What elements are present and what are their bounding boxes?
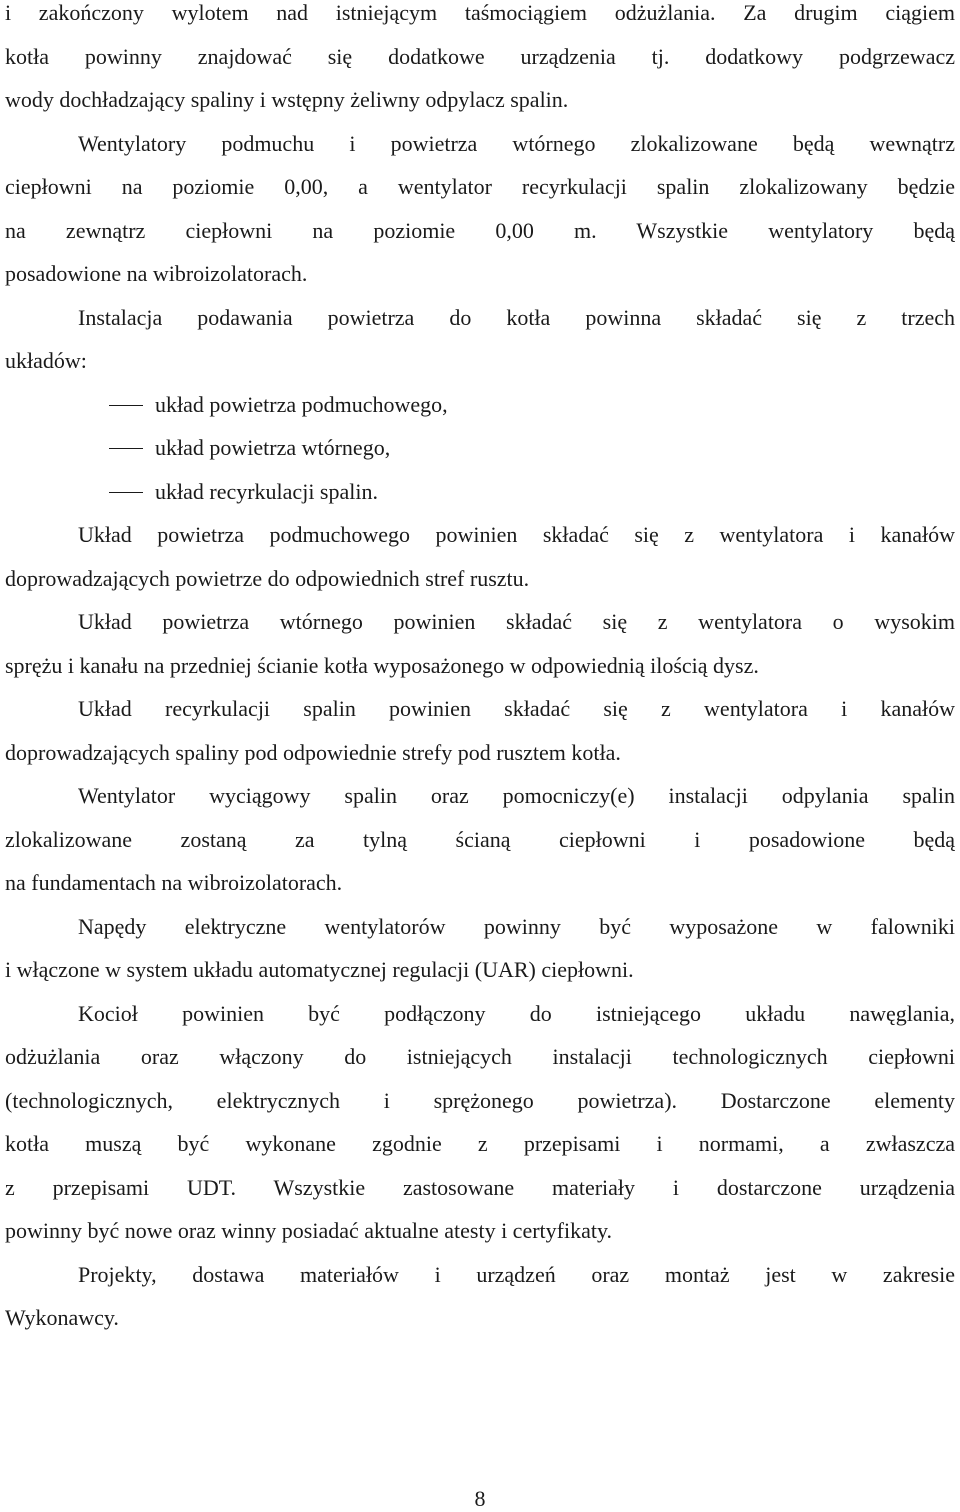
- list-item-text: układ powietrza wtórnego,: [155, 435, 391, 460]
- text-line: odżużlania oraz włączony do istniejących instalacji technologicznych ciepłowni: [5, 1044, 955, 1069]
- text-line: powinny być nowe oraz winny posiadać aktualne atesty i certyfikaty.: [5, 1218, 613, 1243]
- paragraph-boiler-connection: [5, 1001, 955, 1262]
- text-line: Wentylatory podmuchu i powietrza wtórnego zlokalizowane będą wewnątrz: [78, 130, 955, 156]
- text-line: kotła powinny znajdować się dodatkowe urządzenia tj. dodatkowy podgrzewacz: [5, 43, 955, 69]
- document-page: [5, 0, 955, 1349]
- list-item-text: układ recyrkulacji spalin.: [155, 478, 378, 504]
- text-line: Instalacja podawania powietrza do kotła powinna składać się z trzech: [78, 304, 955, 330]
- text-line: sprężu i kanału na przedniej ścianie kotła wyposażonego w odpowiednią ilością dysz.: [5, 652, 759, 678]
- text-line: zlokalizowane zostaną za tylną ścianą ciepłowni i posadowione będą: [5, 826, 955, 852]
- text-line: Układ powietrza podmuchowego powinien składać się z wentylatora i kanałów: [78, 522, 955, 547]
- text-line: Kocioł powinien być podłączony do istniejącego układu nawęglania,: [78, 1000, 955, 1026]
- text-line: (technologicznych, elektrycznych i sprężonego powietrza). Dostarczone elementy: [5, 1087, 955, 1113]
- dash-bullet-icon: [109, 405, 143, 406]
- paragraph-electric-drives: [5, 914, 955, 1001]
- dash-bullet-icon: [109, 492, 143, 493]
- text-line: Napędy elektryczne wentylatorów powinny być wyposażone w falowniki: [78, 913, 955, 939]
- text-line: i zakończony wylotem nad istniejącym taśmociągiem odżużlania. Za drugim ciągiem: [5, 0, 955, 25]
- text-line: na fundamentach na wibroizolatorach.: [5, 870, 343, 895]
- page-number: 8: [474, 1486, 486, 1511]
- list-item: [5, 392, 955, 436]
- paragraph-scope: [5, 1262, 955, 1349]
- text-line: Układ recyrkulacji spalin powinien składać się z wentylatora i kanałów: [78, 696, 955, 721]
- text-line: doprowadzających powietrze do odpowiednich stref rusztu.: [5, 565, 530, 591]
- dash-bullet-icon: [109, 448, 143, 449]
- text-line: Wykonawcy.: [5, 1305, 119, 1330]
- paragraph-air-system-intro: [5, 305, 955, 392]
- text-line: kotła muszą być wykonane zgodnie z przepisami i normami, a zwłaszcza: [5, 1131, 955, 1156]
- systems-list: [5, 392, 955, 523]
- text-line: doprowadzających spaliny pod odpowiednie strefy pod rusztem kotła.: [5, 739, 621, 765]
- text-line: Wentylator wyciągowy spalin oraz pomocniczy(e) instalacji odpylania spalin: [78, 783, 955, 808]
- list-item: [5, 435, 955, 479]
- list-item-text: układ powietrza podmuchowego,: [155, 391, 448, 417]
- paragraph-primary-air: [5, 522, 955, 609]
- paragraph-fans-location: [5, 131, 955, 305]
- paragraph-recirculation: [5, 696, 955, 783]
- list-item: [5, 479, 955, 523]
- paragraph-secondary-air: [5, 609, 955, 696]
- text-line: z przepisami UDT. Wszystkie zastosowane materiały i dostarczone urządzenia: [5, 1174, 955, 1200]
- text-line: na zewnątrz ciepłowni na poziomie 0,00 m. Wszystkie wentylatory będą: [5, 217, 955, 243]
- text-line: Projekty, dostawa materiałów i urządzeń oraz montaż jest w zakresie: [78, 1261, 955, 1287]
- paragraph-exhaust-fan: [5, 783, 955, 914]
- text-line: i włączone w system układu automatycznej regulacji (UAR) ciepłowni.: [5, 957, 634, 982]
- text-line: posadowione na wibroizolatorach.: [5, 261, 308, 286]
- text-line: ciepłowni na poziomie 0,00, a wentylator recyrkulacji spalin zlokalizowany będzie: [5, 174, 955, 199]
- paragraph-continuation: [5, 0, 955, 131]
- text-line: Układ powietrza wtórnego powinien składać się z wentylatora o wysokim: [78, 609, 955, 634]
- text-line: układów:: [5, 348, 87, 373]
- text-line: wody dochładzający spaliny i wstępny żeliwny odpylacz spalin.: [5, 87, 569, 112]
